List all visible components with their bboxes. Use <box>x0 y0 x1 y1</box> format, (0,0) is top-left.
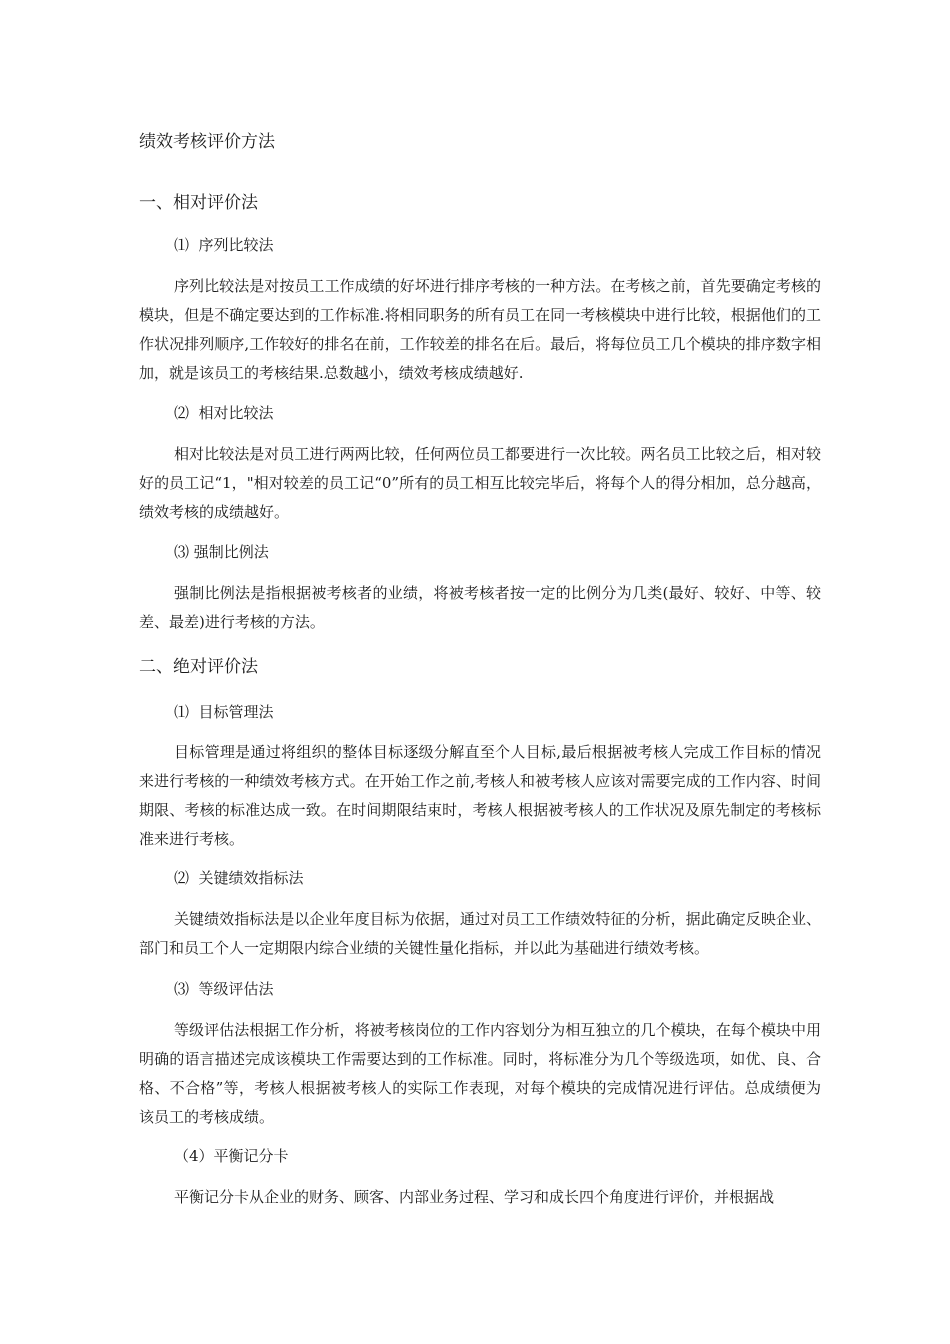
subheading-mbo: ⑴ 目标管理法 <box>174 703 274 721</box>
subheading-ranking-method: ⑴ 序列比较法 <box>174 236 274 254</box>
subheading-grading-method: ⑶ 等级评估法 <box>174 980 274 998</box>
paragraph-kpi: 关键绩效指标法是以企业年度目标为依据，通过对员工工作绩效特征的分析，据此确定反映企业、部门和员工个人一定期限内综合业绩的关键性量化指标，并以此为基础进行绩效考核。 <box>139 910 821 957</box>
subheading-paired-comparison: ⑵ 相对比较法 <box>174 404 274 422</box>
subheading-balanced-scorecard: （4）平衡记分卡 <box>174 1147 289 1165</box>
section-heading-relative-evaluation: 一、相对评价法 <box>139 193 258 213</box>
paragraph-forced-distribution: 强制比例法是指根据被考核者的业绩，将被考核者按一定的比例分为几类(最好、较好、中等、较差、最差)进行考核的方法。 <box>139 584 821 631</box>
paragraph-grading-method: 等级评估法根据工作分析，将被考核岗位的工作内容划分为相互独立的几个模块，在每个模块中用明确的语言描述完成该模块工作需要达到的工作标准。同时，将标准分为几个等级选项，如优、良、合格、不合格”等，考核人根据被考核人的实际工作表现，对每个模块的完成情况进行评估。总成绩便为该员工的考核成绩。 <box>139 1021 821 1126</box>
document-title: 绩效考核评价方法 <box>139 132 275 152</box>
section-heading-absolute-evaluation: 二、绝对评价法 <box>139 657 258 677</box>
paragraph-ranking-method: 序列比较法是对按员工工作成绩的好坏进行排序考核的一种方法。在考核之前，首先要确定考核的模块，但是不确定要达到的工作标准.将相同职务的所有员工在同一考核模块中进行比较，根据他们的工作状况排列顺序,工作较好的排名在前，工作较差的排名在后。最后，将每位员工几个模块的排序数字相加，就是该员工的考核结果.总数越小，绩效考核成绩越好. <box>139 277 821 382</box>
subheading-kpi: ⑵ 关键绩效指标法 <box>174 869 304 887</box>
subheading-forced-distribution: ⑶ 强制比例法 <box>174 543 269 561</box>
paragraph-paired-comparison: 相对比较法是对员工进行两两比较，任何两位员工都要进行一次比较。两名员工比较之后，相对较好的员工记“1，"相对较差的员工记“0”所有的员工相互比较完毕后，将每个人的得分相加，总分越高，绩效考核的成绩越好。 <box>139 445 821 521</box>
paragraph-balanced-scorecard: 平衡记分卡从企业的财务、顾客、内部业务过程、学习和成长四个角度进行评价，并根据战 <box>174 1188 775 1206</box>
paragraph-mbo: 目标管理是通过将组织的整体目标逐级分解直至个人目标,最后根据被考核人完成工作目标的情况来进行考核的一种绩效考核方式。在开始工作之前,考核人和被考核人应该对需要完成的工作内容、时间期限、考核的标准达成一致。在时间期限结束时，考核人根据被考核人的工作状况及原先制定的考核标准来进行考核。 <box>139 743 821 848</box>
